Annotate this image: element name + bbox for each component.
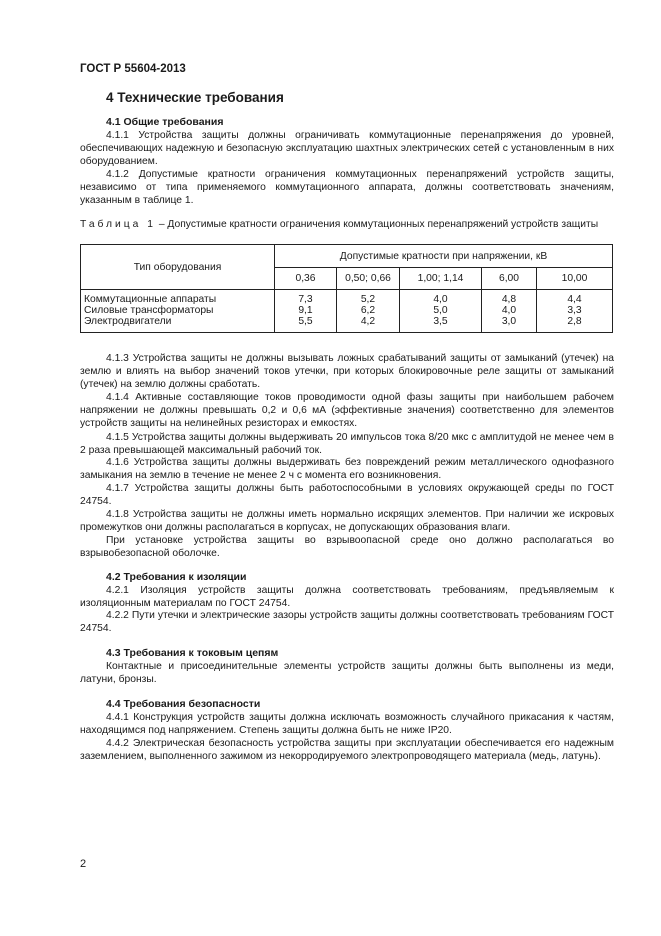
paragraph-4-1-8: 4.1.8 Устройства защиты не должны иметь нормально искрящих элементов. При наличии же искровых промежутков они должны располагаться в корпусах, не допускающих образования влаги. xyxy=(80,509,614,534)
table-caption-label: Таблица 1 xyxy=(80,219,156,230)
table-row xyxy=(81,305,613,316)
paragraph-4-4-2: 4.4.2 Электрическая безопасность устройства защиты при эксплуатации обеспечивается его надежным заземлением, выполненного зажимом из некорродируемого электропроводящего материала (медь, латунь). xyxy=(80,738,614,763)
paragraph-4-1-2: 4.1.2 Допустимые кратности ограничения коммутационных перенапряжений устройств защиты, независимо от типа применяемого коммутационного аппарата, должны соответствовать значениям, указанным в таблице 1. xyxy=(80,169,614,207)
table-cell: 6,2 xyxy=(337,305,400,316)
table-cell: 3,5 xyxy=(400,316,482,333)
paragraph-4-2-2: 4.2.2 Пути утечки и электрические зазоры устройств защиты должны соответствовать требованиям ГОСТ 24754. xyxy=(80,610,614,635)
paragraph-4-1-5: 4.1.5 Устройства защиты должны выдерживать 20 импульсов тока 8/20 мкс с амплитудой не менее чем в 2 раза превышающей максимальный рабочий ток. xyxy=(80,432,614,457)
table-cell: 3,0 xyxy=(482,316,537,333)
equipment-name: Силовые трансформаторы xyxy=(81,305,275,316)
table-cell: 4,4 xyxy=(537,290,613,306)
table-row xyxy=(81,316,613,333)
table-cell: 4,0 xyxy=(482,305,537,316)
paragraph-4-1-7: 4.1.7 Устройства защиты должны быть работоспособными в условиях окружающей среды по ГОСТ 24754. xyxy=(80,483,614,508)
table-cell: 4,2 xyxy=(337,316,400,333)
table-caption-text: – Допустимые кратности ограничения коммутационных перенапряжений устройств защиты xyxy=(155,219,599,230)
table-cell: 5,0 xyxy=(400,305,482,316)
paragraph-4-2-1: 4.2.1 Изоляция устройств защиты должна соответствовать требованиям, предъявляемым к изоляционным материалам по ГОСТ 24754. xyxy=(80,585,614,610)
subsection-heading-4-4: 4.4 Требования безопасности xyxy=(106,698,261,710)
page-number: 2 xyxy=(80,858,87,870)
table-cell: 3,3 xyxy=(537,305,613,316)
paragraph-4-1-3: 4.1.3 Устройства защиты не должны вызывать ложных срабатываний защиты от замыканий (утечек) на землю и влиять на выбор значений токов утечки, при которых блокировочные реле защиты от замыканий (утечек) на землю должны сработать. xyxy=(80,353,614,391)
voltage-header: 1,00; 1,14 xyxy=(400,268,482,290)
subsection-heading-4-2: 4.2 Требования к изоляции xyxy=(106,571,247,583)
paragraph-4-1-1: 4.1.1 Устройства защиты должны ограничивать коммутационные перенапряжения до уровней, обеспечивающих надежную и безопасную эксплуатацию шахтных электрических сетей с установленным в них оборудованием. xyxy=(80,130,614,168)
paragraph-explosive-env: При установке устройства защиты во взрывоопасной среде оно должно располагаться во взрывобезопасной оболочке. xyxy=(80,535,614,560)
table-cell: 4,8 xyxy=(482,290,537,306)
table-caption xyxy=(80,219,614,232)
paragraph-4-1-4: 4.1.4 Активные составляющие токов проводимости одной фазы защиты при наибольшем рабочем напряжении не должны превышать 0,2 и 0,6 мА (эффективные значения) соответственно для элементов устройств защиты на нелинейных резисторах и емкостях. xyxy=(80,392,614,430)
equipment-name: Электродвигатели xyxy=(81,316,275,333)
voltage-header: 0,50; 0,66 xyxy=(337,268,400,290)
column-group-header: Допустимые кратности при напряжении, кВ xyxy=(275,245,613,268)
table-cell: 4,0 xyxy=(400,290,482,306)
voltage-header: 6,00 xyxy=(482,268,537,290)
paragraph-4-1-6: 4.1.6 Устройства защиты должны выдерживать без повреждений режим металлического однофазного замыкания на землю в течение не менее 2 ч с момента его возникновения. xyxy=(80,457,614,482)
table-1 xyxy=(80,244,613,333)
subsection-heading-4-3: 4.3 Требования к токовым цепям xyxy=(106,647,279,659)
table-cell: 7,3 xyxy=(275,290,337,306)
voltage-header: 10,00 xyxy=(537,268,613,290)
equipment-name: Коммутационные аппараты xyxy=(81,290,275,306)
voltage-header: 0,36 xyxy=(275,268,337,290)
table-cell: 5,5 xyxy=(275,316,337,333)
table-cell: 2,8 xyxy=(537,316,613,333)
paragraph-4-4-1: 4.4.1 Конструкция устройств защиты должна исключать возможность случайного прикасания к частям, находящимся под напряжением. Степень защиты должна быть не ниже IP20. xyxy=(80,712,614,737)
paragraph-4-3: Контактные и присоединительные элементы устройств защиты должны быть выполнены из меди, латуни, бронзы. xyxy=(80,661,614,686)
document-id: ГОСТ Р 55604-2013 xyxy=(80,63,186,75)
subsection-heading-4-1: 4.1 Общие требования xyxy=(106,116,224,128)
table-row xyxy=(81,290,613,306)
section-title: 4 Технические требования xyxy=(106,90,284,105)
table-cell: 9,1 xyxy=(275,305,337,316)
table-cell: 5,2 xyxy=(337,290,400,306)
column-header-type: Тип оборудования xyxy=(81,245,275,290)
